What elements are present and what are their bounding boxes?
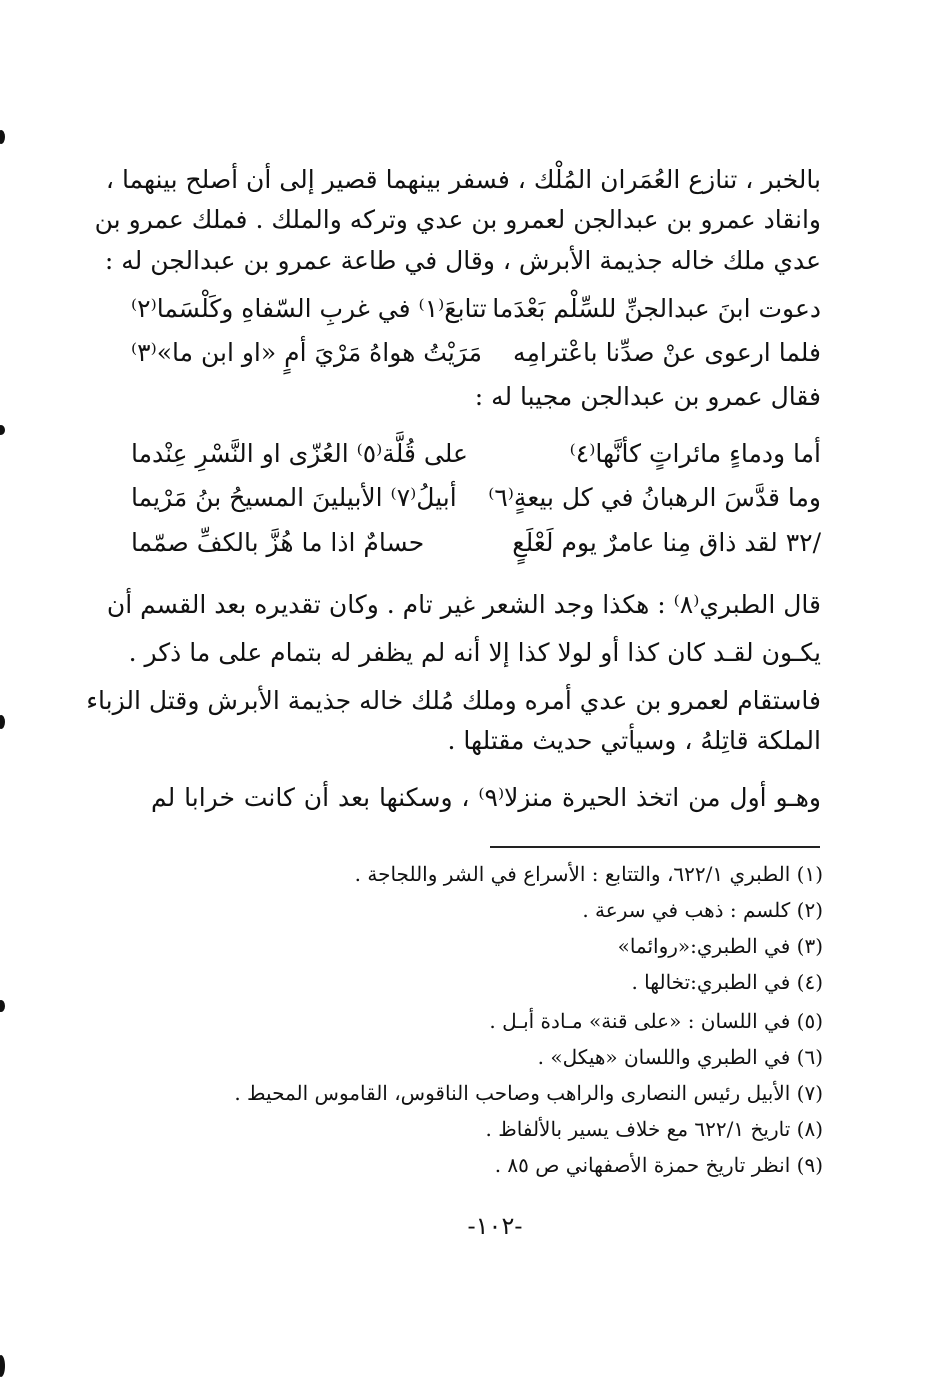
verse-first-hemistich: /٣٢ لقد ذاق مِنا عامرٌ يوم لَعْلَعٍ	[512, 528, 821, 557]
verse-first-hemistich: وما قدَّسَ الرهبانُ في كل بيعةٍ⁽٦⁾	[488, 483, 821, 512]
footnote: (٤) في الطبري:تخالها .	[631, 970, 823, 994]
verse-line	[131, 289, 821, 329]
verse-line	[131, 478, 821, 518]
body-line: بالخبر ، تنازع العُمَران المُلْك ، فسفر بينهما قصير إلى أن أصلح بينهما ،	[105, 165, 821, 194]
verse-second-hemistich: أبيلُ⁽٧⁾ الأبيلينَ المسيحُ بنُ مَرْيما	[131, 483, 457, 512]
verse-first-hemistich: فلما ارعوى عنْ صدِّنا باعْترامِه	[513, 338, 821, 367]
scan-edge-mark	[0, 1000, 5, 1012]
verse-line	[131, 434, 821, 474]
scan-edge-mark	[0, 715, 5, 729]
scan-edge-mark	[0, 1355, 5, 1377]
verse-second-hemistich: مَرَيْتُ هواهُ مَرْيَ أمٍ «او ابن ما»⁽٣⁾	[131, 338, 482, 367]
footnote-divider	[490, 846, 820, 848]
verse-second-hemistich: حسامٌ اذا ما هُزَّ بالكفِّ صمّما	[131, 528, 425, 557]
footnote: (٢) كلسم : ذهب في سرعة .	[582, 898, 823, 922]
body-line: الملكة قاتِلهُ ، وسيأتي حديث مقتلها .	[447, 726, 821, 755]
page-number: -١٠٢-	[467, 1212, 523, 1240]
footnote: (١) الطبري ٦٢٢/١، والتتابع : الأسراع في الشر واللجاجة .	[354, 862, 823, 886]
body-line: يكـون لقـد كان كذا أو لولا كذا إلا أنه لم يظفر له بتمام على ما ذكر .	[128, 638, 821, 667]
footnote: (٣) في الطبري:«روائما»	[617, 934, 823, 958]
verse-first-hemistich: أما ودماءٍ مائراتٍ كأنَّها⁽٤⁾	[569, 439, 821, 468]
body-line: وهـو أول من اتخذ الحيرة منزلا⁽٩⁾ ، وسكنها بعد أن كانت خرابا لم	[151, 783, 822, 812]
body-line: عدي ملك خاله جذيمة الأبرش ، وقال في طاعة عمرو بن عبدالجن له :	[104, 246, 821, 275]
verse-first-hemistich: دعوت ابنَ عبدالجنِّ للسِّلْم بَعْدَما	[492, 294, 821, 323]
footnote: (٨) تاريخ ٦٢٢/١ مع خلاف يسير بالألفاظ .	[485, 1117, 823, 1141]
verse-second-hemistich: تتابعَ⁽١⁾ في غربِ السّفاهِ وكَلْسَما⁽٢⁾	[131, 294, 487, 323]
scan-edge-mark	[0, 130, 5, 144]
reply-intro: فقال عمرو بن عبدالجن مجيبا له :	[474, 382, 821, 411]
body-line: قال الطبري⁽٨⁾ : هكذا وجد الشعر غير تام . وكان تقديره بعد القسم أن	[106, 590, 821, 619]
footnote: (٩) انظر تاريخ حمزة الأصفهاني ص ٨٥ .	[494, 1153, 823, 1177]
verse-line	[131, 333, 821, 373]
verse-second-hemistich: على قُلَّة⁽٥⁾ العُزّى او النَّسْرِ عِنْدما	[131, 439, 468, 468]
footnote: (٦) في الطبري واللسان «هيكل» .	[537, 1045, 823, 1069]
scan-edge-mark	[0, 425, 5, 435]
footnote: (٧) الأبيل رئيس النصارى والراهب وصاحب الناقوس، القاموس المحيط .	[234, 1081, 823, 1105]
footnote: (٥) في اللسان : «على قنة» مـادة أبـل .	[489, 1009, 823, 1033]
verse-line	[131, 523, 821, 563]
body-line: فاستقام لعمرو بن عدي أمره وملك مُلك خاله جذيمة الأبرش وقتل الزباء	[86, 686, 821, 715]
body-line: وانقاد عمرو بن عبدالجن لعمرو بن عدي وتركه والملك . فملك عمرو بن	[94, 205, 821, 234]
